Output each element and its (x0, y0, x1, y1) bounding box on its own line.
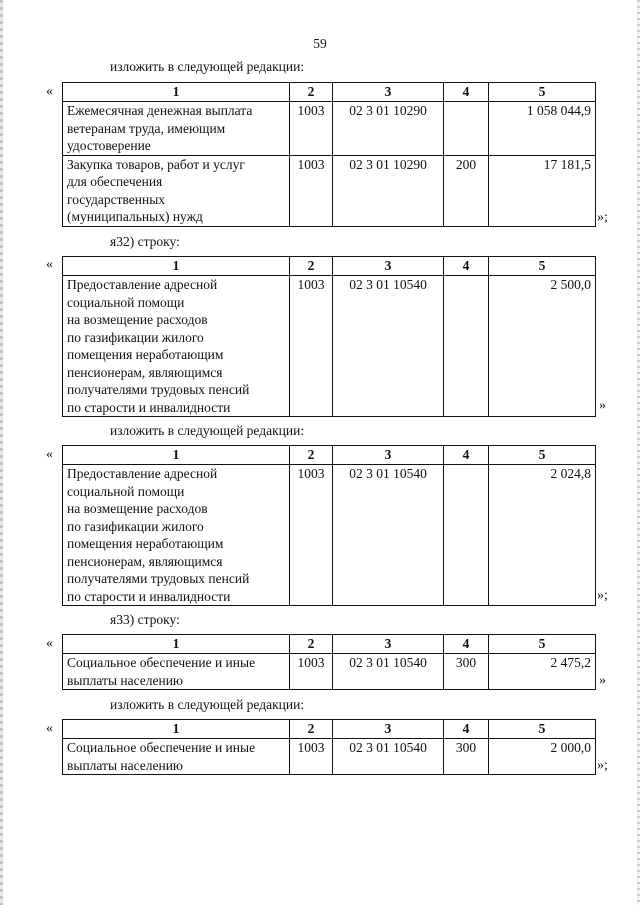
open-quote: « (46, 447, 53, 462)
column-header: 2 (290, 446, 333, 465)
cell-description (63, 276, 290, 417)
cell-amount: 2 475,2 (489, 654, 596, 690)
column-header: 5 (489, 83, 596, 102)
cell-amount: 2 500,0 (489, 276, 596, 417)
column-header: 5 (489, 446, 596, 465)
open-quote: « (46, 636, 53, 651)
column-header: 1 (63, 257, 290, 276)
cell-target-article: 02 3 01 10540 (333, 465, 444, 606)
cell-description (63, 654, 290, 690)
cell-section-code: 1003 (290, 739, 333, 775)
column-header: 1 (63, 446, 290, 465)
description-line: выплаты населению (67, 672, 184, 688)
table-row (63, 155, 596, 226)
cell-description (63, 155, 290, 226)
column-header: 4 (444, 635, 489, 654)
description-line: ветеранам труда, имеющим (67, 120, 226, 136)
column-header: 3 (333, 635, 444, 654)
table-header-row (63, 635, 596, 654)
description-line: по газификации жилого (67, 518, 204, 534)
cell-target-article: 02 3 01 10540 (333, 654, 444, 690)
cell-amount: 2 000,0 (489, 739, 596, 775)
close-quote: »; (597, 210, 608, 225)
cell-description (63, 102, 290, 156)
column-header: 1 (63, 720, 290, 739)
cell-expense-type (444, 276, 489, 417)
cell-amount: 1 058 044,9 (489, 102, 596, 156)
description-line: пенсионерам, являющимся (67, 553, 223, 569)
cell-amount: 2 024,8 (489, 465, 596, 606)
open-quote: « (46, 257, 53, 272)
cell-section-code: 1003 (290, 102, 333, 156)
instruction-text: изложить в следующей редакции: (110, 59, 305, 74)
cell-description (63, 739, 290, 775)
table-header-row (63, 257, 596, 276)
column-header: 3 (333, 720, 444, 739)
description-line: на возмещение расходов (67, 312, 208, 327)
column-header: 1 (63, 635, 290, 654)
description-line: удостоверение (67, 138, 151, 153)
cell-expense-type: 300 (444, 654, 489, 690)
description-line: на возмещение расходов (67, 501, 208, 516)
description-line: Предоставление адресной (67, 277, 218, 292)
cell-expense-type: 300 (444, 739, 489, 775)
column-header: 4 (444, 257, 489, 276)
page-number: 59 (313, 36, 327, 51)
description-line: (муниципальных) нужд (67, 209, 203, 224)
cell-description (63, 465, 290, 606)
description-line: получателями трудовых пенсий (67, 571, 250, 586)
cell-expense-type (444, 465, 489, 606)
instruction-text: я32) строку: (110, 234, 180, 249)
cell-target-article: 02 3 01 10540 (333, 739, 444, 775)
close-quote: » (599, 398, 606, 413)
cell-amount: 17 181,5 (489, 155, 596, 226)
cell-target-article: 02 3 01 10290 (333, 155, 444, 226)
column-header: 3 (333, 83, 444, 102)
cell-section-code: 1003 (290, 654, 333, 690)
table-header-row (63, 720, 596, 739)
budget-table-4 (62, 634, 596, 690)
description-line: по газификации жилого (67, 329, 204, 345)
table-row (63, 739, 596, 775)
column-header: 2 (290, 83, 333, 102)
description-line: помещения неработающим (67, 347, 224, 362)
table-row (63, 654, 596, 690)
budget-table-2 (62, 256, 596, 417)
column-header: 2 (290, 635, 333, 654)
column-header: 4 (444, 83, 489, 102)
column-header: 4 (444, 720, 489, 739)
column-header: 1 (63, 83, 290, 102)
column-header: 5 (489, 720, 596, 739)
description-line: выплаты населению (67, 757, 184, 773)
instruction-text: изложить в следующей редакции: (110, 423, 305, 438)
cell-section-code: 1003 (290, 276, 333, 417)
description-line: Социальное обеспечение и иные (67, 655, 256, 670)
table-row (63, 276, 596, 417)
close-quote: »; (597, 588, 608, 603)
table-header-row (63, 446, 596, 465)
description-line: Закупка товаров, работ и услуг (67, 156, 245, 172)
table-row (63, 465, 596, 606)
close-quote: » (599, 673, 606, 688)
open-quote: « (46, 721, 53, 736)
column-header: 5 (489, 257, 596, 276)
cell-target-article: 02 3 01 10540 (333, 276, 444, 417)
instruction-text: изложить в следующей редакции: (110, 697, 305, 712)
description-line: для обеспечения (67, 174, 163, 189)
instruction-text: я33) строку: (110, 612, 180, 627)
description-line: по старости и инвалидности (67, 588, 231, 604)
open-quote: « (46, 84, 53, 99)
budget-table-5 (62, 719, 596, 775)
description-line: пенсионерам, являющимся (67, 364, 223, 380)
budget-table-3 (62, 445, 596, 606)
column-header: 5 (489, 635, 596, 654)
column-header: 2 (290, 257, 333, 276)
cell-section-code: 1003 (290, 465, 333, 606)
cell-section-code: 1003 (290, 155, 333, 226)
scan-edge-left (0, 0, 3, 905)
table-row (63, 102, 596, 156)
description-line: Социальное обеспечение и иные (67, 740, 256, 755)
column-header: 3 (333, 257, 444, 276)
column-header: 3 (333, 446, 444, 465)
description-line: получателями трудовых пенсий (67, 382, 250, 397)
cell-expense-type (444, 102, 489, 156)
cell-expense-type: 200 (444, 155, 489, 226)
budget-table-1 (62, 82, 596, 227)
description-line: социальной помощи (67, 294, 185, 310)
cell-target-article: 02 3 01 10290 (333, 102, 444, 156)
description-line: государственных (67, 191, 166, 207)
description-line: Предоставление адресной (67, 466, 218, 481)
table-header-row (63, 83, 596, 102)
description-line: помещения неработающим (67, 536, 224, 551)
description-line: социальной помощи (67, 483, 185, 499)
description-line: Ежемесячная денежная выплата (67, 103, 253, 118)
column-header: 4 (444, 446, 489, 465)
close-quote: »; (597, 758, 608, 773)
description-line: по старости и инвалидности (67, 399, 231, 415)
column-header: 2 (290, 720, 333, 739)
